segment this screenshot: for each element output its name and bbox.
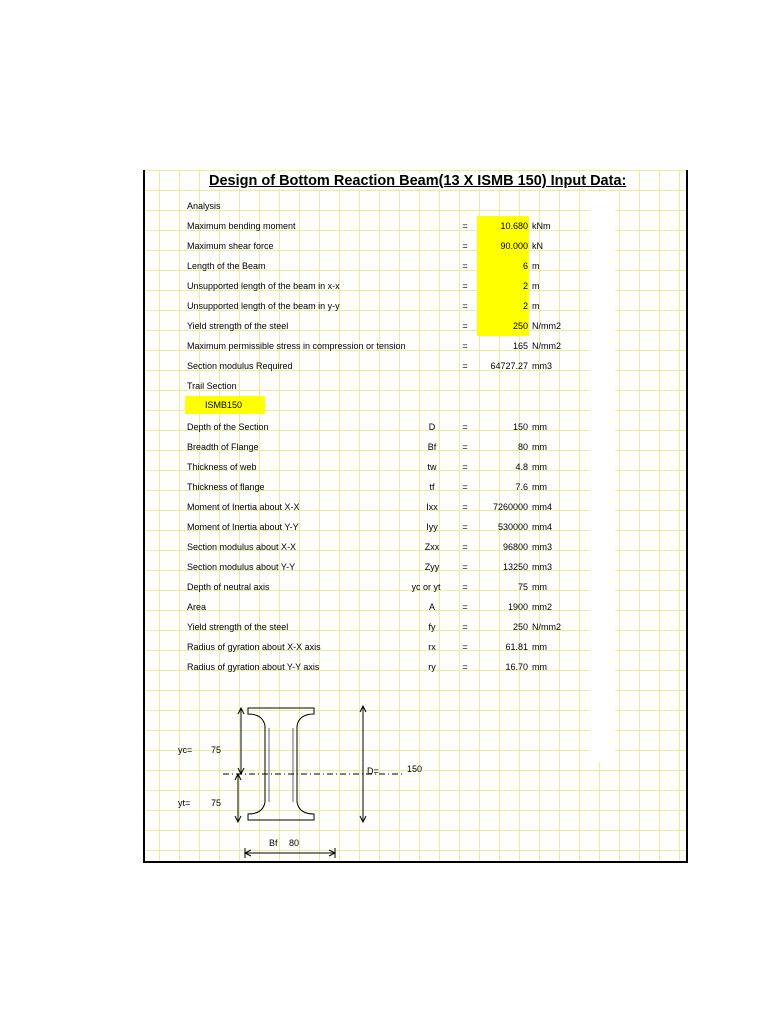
value-cell: 16.70 xyxy=(505,662,528,672)
symbol-label: fy xyxy=(428,622,436,632)
unit-label: m xyxy=(532,301,540,311)
equals-sign: = xyxy=(462,462,468,472)
i-beam-diagram xyxy=(145,690,688,863)
equals-sign: = xyxy=(462,241,468,251)
row-description: Thickness of flange xyxy=(187,482,265,492)
value-cell: 1900 xyxy=(507,602,528,612)
row-description: Radius of gyration about Y-Y axis xyxy=(187,662,320,672)
value-cell: 61.81 xyxy=(505,642,528,652)
equals-sign: = xyxy=(462,442,468,452)
unit-label: mm3 xyxy=(532,542,552,552)
i-beam-outline xyxy=(248,708,314,820)
equals-sign: = xyxy=(462,422,468,432)
analysis-row xyxy=(145,356,688,376)
row-description: Length of the Beam xyxy=(187,261,266,271)
equals-sign: = xyxy=(462,522,468,532)
value-cell: 7260000 xyxy=(492,502,528,512)
equals-sign: = xyxy=(462,482,468,492)
analysis-row xyxy=(145,236,688,256)
unit-label: N/mm2 xyxy=(532,341,561,351)
equals-sign: = xyxy=(462,542,468,552)
unit-label: N/mm2 xyxy=(532,321,561,331)
section-property-row xyxy=(145,437,688,457)
section-property-row xyxy=(145,557,688,577)
yt-label: yt= xyxy=(178,798,191,808)
unit-label: N/mm2 xyxy=(532,622,561,632)
symbol-label: rx xyxy=(428,642,436,652)
equals-sign: = xyxy=(462,301,468,311)
d-value: 150 xyxy=(407,764,423,774)
value-cell: 75 xyxy=(517,582,528,592)
equals-sign: = xyxy=(462,281,468,291)
input-value-cell: 64727.27 xyxy=(490,361,528,371)
value-cell: 13250 xyxy=(502,562,528,572)
unit-label: kN xyxy=(532,241,543,251)
symbol-label: Iyy xyxy=(426,522,438,532)
unit-label: mm4 xyxy=(532,502,552,512)
bf-value: 80 xyxy=(289,838,300,848)
row-description: Yield strength of the steel xyxy=(187,321,289,331)
section-property-row xyxy=(145,457,688,477)
unit-label: m xyxy=(532,281,540,291)
row-description: Section modulus about X-X xyxy=(187,542,297,552)
trial-section-cell[interactable]: ISMB150 xyxy=(185,396,265,414)
input-value-cell[interactable]: 250 xyxy=(477,316,529,336)
section-property-row xyxy=(145,597,688,617)
equals-sign: = xyxy=(462,261,468,271)
analysis-row xyxy=(145,296,688,316)
row-description: Depth of the Section xyxy=(187,422,269,432)
unit-label: mm xyxy=(532,422,547,432)
row-description: Moment of Inertia about X-X xyxy=(187,502,300,512)
unit-label: m xyxy=(532,261,540,271)
input-value-cell[interactable]: 2 xyxy=(477,276,529,296)
section-property-row xyxy=(145,477,688,497)
row-description: Radius of gyration about X-X axis xyxy=(187,642,321,652)
equals-sign: = xyxy=(462,662,468,672)
section-property-row xyxy=(145,497,688,517)
section-property-row xyxy=(145,517,688,537)
unit-label: mm xyxy=(532,662,547,672)
unit-label: mm xyxy=(532,582,547,592)
analysis-row xyxy=(145,336,688,356)
value-cell: 4.8 xyxy=(515,462,528,472)
section-property-row xyxy=(145,637,688,657)
equals-sign: = xyxy=(462,562,468,572)
symbol-label: tf xyxy=(429,482,435,492)
equals-sign: = xyxy=(462,321,468,331)
row-description: Thickness of web xyxy=(187,462,257,472)
unit-label: mm2 xyxy=(532,602,552,612)
equals-sign: = xyxy=(462,341,468,351)
row-description: Maximum permissible stress in compression or tension xyxy=(187,341,406,351)
input-value-cell: 165 xyxy=(512,341,528,351)
symbol-label: Zxx xyxy=(424,542,440,552)
d-label: D= xyxy=(367,766,379,776)
equals-sign: = xyxy=(462,642,468,652)
equals-sign: = xyxy=(462,602,468,612)
analysis-row xyxy=(145,256,688,276)
input-value-cell[interactable]: 90.000 xyxy=(477,236,529,256)
analysis-row xyxy=(145,316,688,336)
sheet-title: Design of Bottom Reaction Beam(13 X ISMB 150) Input Data: xyxy=(209,173,627,189)
symbol-label: A xyxy=(428,602,435,612)
value-cell: 530000 xyxy=(497,522,528,532)
row-description: Yield strength of the steel xyxy=(187,622,289,632)
value-cell: 96800 xyxy=(502,542,528,552)
input-value-cell[interactable]: 6 xyxy=(477,256,529,276)
unit-label: mm xyxy=(532,482,547,492)
row-description: Maximum shear force xyxy=(187,241,274,251)
yc-label: yc= xyxy=(178,745,193,755)
row-description: Unsupported length of the beam in y-y xyxy=(187,301,340,311)
symbol-label: yc or yt xyxy=(411,582,441,592)
input-value-cell[interactable]: 10.680 xyxy=(477,216,529,236)
unit-label: mm xyxy=(532,642,547,652)
unit-label: mm3 xyxy=(532,562,552,572)
equals-sign: = xyxy=(462,361,468,371)
value-cell: 80 xyxy=(517,442,528,452)
spreadsheet-sheet xyxy=(143,170,688,863)
equals-sign: = xyxy=(462,221,468,231)
symbol-label: Ixx xyxy=(426,502,438,512)
row-description: Breadth of Flange xyxy=(187,442,259,452)
symbol-label: tw xyxy=(427,462,437,472)
symbol-label: Bf xyxy=(427,442,437,452)
section-property-row xyxy=(145,577,688,597)
equals-sign: = xyxy=(462,582,468,592)
row-description: Unsupported length of the beam in x-x xyxy=(187,281,340,291)
unit-label: mm xyxy=(532,442,547,452)
bf-label: Bf xyxy=(269,838,278,848)
equals-sign: = xyxy=(462,622,468,632)
symbol-label: ry xyxy=(428,662,436,672)
equals-sign: = xyxy=(462,502,468,512)
row-description: Moment of Inertia about Y-Y xyxy=(187,522,299,532)
section-property-row xyxy=(145,537,688,557)
row-description: Maximum bending moment xyxy=(187,221,296,231)
row-description: Area xyxy=(187,602,207,612)
section-property-row xyxy=(145,417,688,437)
section-property-row xyxy=(145,657,688,677)
value-cell: 150 xyxy=(512,422,528,432)
unit-label: mm4 xyxy=(532,522,552,532)
yc-value: 75 xyxy=(211,745,222,755)
unit-label: mm xyxy=(532,462,547,472)
analysis-row xyxy=(145,216,688,236)
row-description: Depth of neutral axis xyxy=(187,582,270,592)
section-property-row xyxy=(145,617,688,637)
unit-label: mm3 xyxy=(532,361,552,371)
symbol-label: Zyy xyxy=(424,562,440,572)
value-cell: 250 xyxy=(512,622,528,632)
row-description: Section modulus Required xyxy=(187,361,293,371)
yt-value: 75 xyxy=(211,798,222,808)
analysis-row xyxy=(145,276,688,296)
trail-section-heading: Trail Section xyxy=(187,381,237,391)
analysis-heading: Analysis xyxy=(187,201,221,211)
input-value-cell[interactable]: 2 xyxy=(477,296,529,316)
symbol-label: D xyxy=(428,422,436,432)
row-description: Section modulus about Y-Y xyxy=(187,562,296,572)
value-cell: 7.6 xyxy=(515,482,528,492)
unit-label: kNm xyxy=(532,221,551,231)
i-beam-drawing xyxy=(145,690,688,863)
